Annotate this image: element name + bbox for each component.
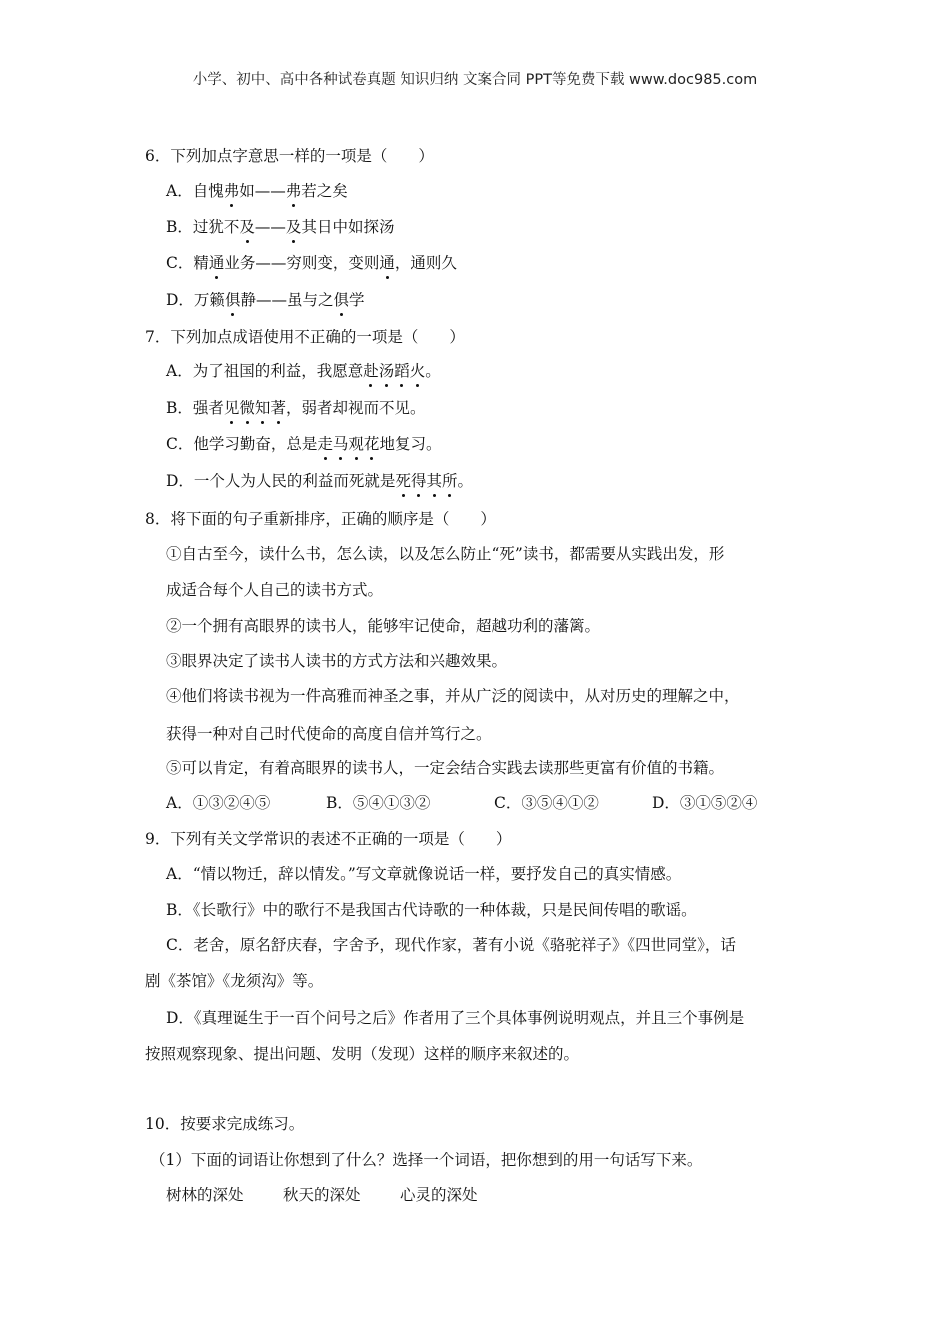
q9-option-c: C．老舍，原名舒庆春，字舍予，现代作家，著有小说《骆驼祥子》《四世同堂》，话 (166, 936, 736, 954)
q8-sentence-4: ④他们将读书视为一件高雅而神圣之事，并从广泛的阅读中，从对历史的理解之中， (166, 687, 740, 705)
q8-option-b: B．⑤④①③② (326, 794, 431, 812)
q8-sentence-3: ③眼界决定了读书人读书的方式方法和兴趣效果。 (166, 652, 508, 670)
word-2: 秋天的深处 (283, 1186, 361, 1204)
q10-sub1: （1）下面的词语让你想到了什么？选择一个词语，把你想到的用一句话写下来。 (150, 1151, 703, 1169)
q7-option-b: B．强者见微知著，弱者却视而不见。 (166, 399, 426, 417)
q6-option-d: D．万籁俱静——虽与之俱学 (166, 291, 365, 309)
q9-option-d-cont: 按照观察现象、提出问题、发明（发现）这样的顺序来叙述的。 (145, 1045, 580, 1063)
q8-sentence-1-cont: 成适合每个人自己的读书方式。 (166, 581, 384, 599)
q10-words (166, 1185, 478, 1205)
word-3: 心灵的深处 (400, 1186, 478, 1204)
q8-sentence-5: ⑤可以肯定，有着高眼界的读书人，一定会结合实践去读那些更富有价值的书籍。 (166, 759, 725, 777)
q8-option-d: D．③①⑤②④ (652, 794, 758, 812)
page-header: 小学、初中、高中各种试卷真题 知识归纳 文案合同 PPT等免费下载 www.doc985.com (192, 72, 758, 88)
q8-sentence-1: ①自古至今，读什么书，怎么读，以及怎么防止“死”读书，都需要从实践出发，形 (166, 545, 725, 563)
q8-sentence-2: ②一个拥有高眼界的读书人，能够牢记使命，超越功利的藩篱。 (166, 617, 601, 635)
q6-option-a: A．自愧弗如——弗若之矣 (166, 182, 348, 200)
q7-stem: 7．下列加点成语使用不正确的一项是（ ） (145, 328, 465, 346)
q7-option-a: A．为了祖国的利益，我愿意赴汤蹈火。 (166, 362, 441, 380)
q6-option-b: B．过犹不及——及其日中如探汤 (166, 218, 395, 236)
q9-option-b: B．《长歌行》中的歌行不是我国古代诗歌的一种体裁，只是民间传唱的歌谣。 (166, 901, 697, 919)
q7-option-c: C．他学习勤奋，总是走马观花地复习。 (166, 435, 442, 453)
q9-option-d: D．《真理诞生于一百个问号之后》作者用了三个具体事例说明观点，并且三个事例是 (166, 1009, 745, 1027)
q9-option-c-cont: 剧《茶馆》《龙须沟》等。 (145, 972, 324, 990)
word-1: 树林的深处 (166, 1186, 244, 1204)
q8-options (166, 793, 757, 813)
q8-option-a: A．①③②④⑤ (166, 794, 271, 812)
q10-stem: 10．按要求完成练习。 (145, 1115, 305, 1133)
q8-sentence-4-cont: 获得一种对自己时代使命的高度自信并笃行之。 (166, 725, 492, 743)
q9-stem: 9．下列有关文学常识的表述不正确的一项是（ ） (145, 830, 512, 848)
q7-option-d: D．一个人为人民的利益而死就是死得其所。 (166, 472, 474, 490)
q8-option-c: C．③⑤④①② (494, 794, 599, 812)
q8-stem: 8．将下面的句子重新排序，正确的顺序是（ ） (145, 510, 496, 528)
q6-option-c: C．精通业务——穷则变，变则通，通则久 (166, 254, 457, 272)
q6-stem: 6．下列加点字意思一样的一项是（ ） (145, 147, 434, 165)
q9-option-a: A．“情以物迁，辞以情发。”写文章就像说话一样，要抒发自己的真实情感。 (166, 865, 682, 883)
